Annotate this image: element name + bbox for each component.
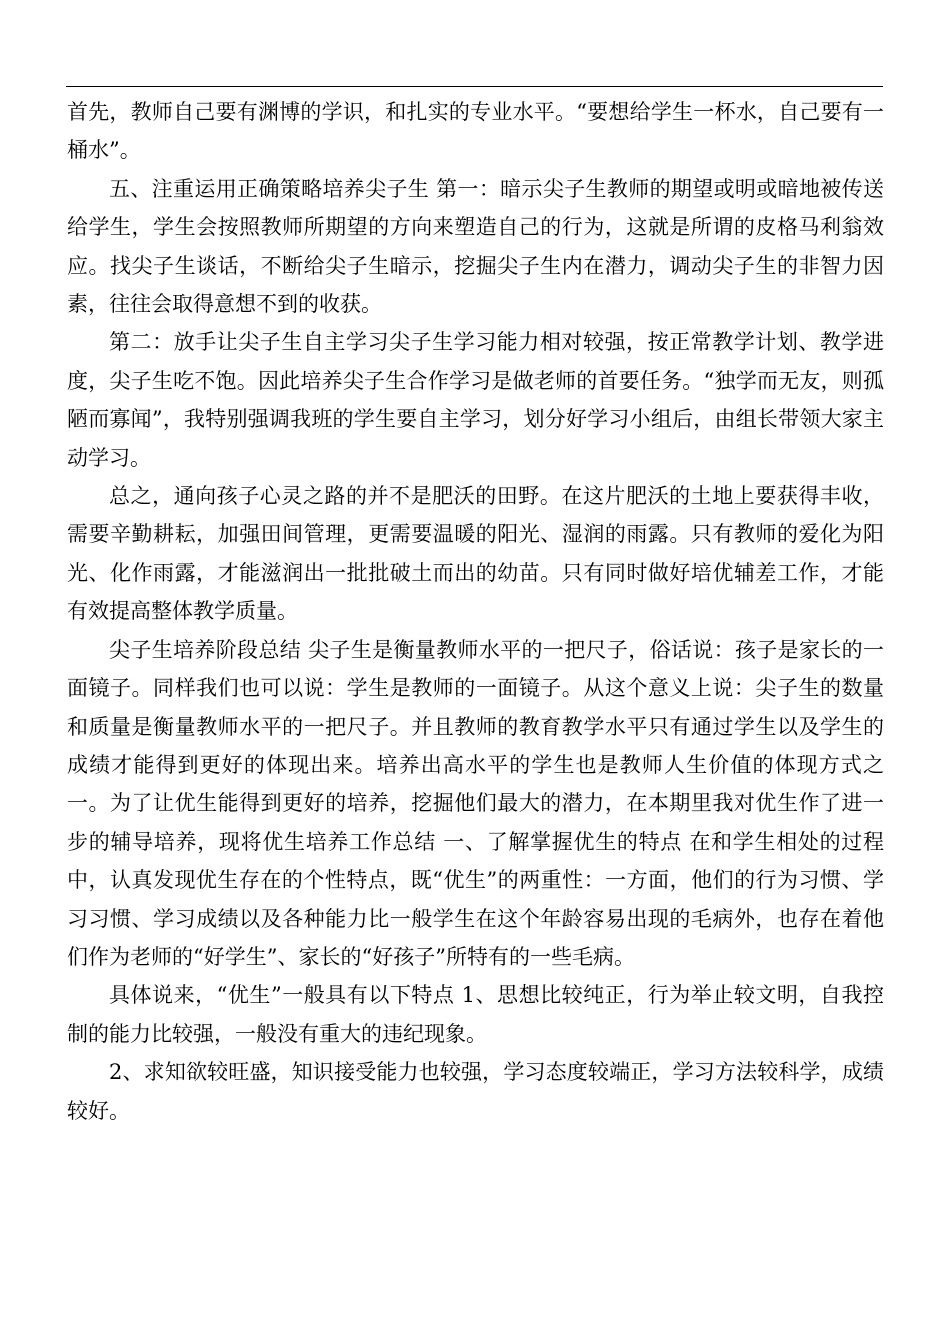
paragraph-6: 具体说来，“优生”一般具有以下特点 1、思想比较纯正，行为举止较文明，自我控制的能力比较强，一般没有重大的违纪现象。 xyxy=(67,983,884,1046)
paragraph-2: 五、注重运用正确策略培养尖子生 第一：暗示尖子生教师的期望或明或暗地被传送给学生，学生会按照教师所期望的方向来塑造自己的行为，这就是所谓的皮格马利翁效应。找尖子生谈话，不断给尖子生暗示，挖掘尖子生内在潜力，调动尖子生的非智力因素，往往会取得意想不到的收获。 xyxy=(67,176,884,317)
paragraph-1: 首先，教师自己要有渊博的学识，和扎实的专业水平。“要想给学生一杯水，自己要有一桶水”。 xyxy=(67,100,884,163)
header-rule xyxy=(66,86,883,87)
document-body xyxy=(67,93,884,1130)
paragraph-5: 尖子生培养阶段总结 尖子生是衡量教师水平的一把尺子，俗话说：孩子是家长的一面镜子。同样我们也可以说：学生是教师的一面镜子。从这个意义上说：尖子生的数量和质量是衡量教师水平的一把尺子。并且教师的教育教学水平只有通过学生以及学生的成绩才能得到更好的体现出来。培养出高水平的学生也是教师人生价值的体现方式之一。为了让优生能得到更好的培养，挖掘他们最大的潜力，在本期里我对优生作了进一步的辅导培养，现将优生培养工作总结 一、了解掌握优生的特点 在和学生相处的过程中，认真发现优生存在的个性特点，既“优生”的两重性：一方面，他们的行为习惯、学习习惯、学习成绩以及各种能力比一般学生在这个年龄容易出现的毛病外，也存在着他们作为老师的“好学生”、家长的“好孩子”所特有的一些毛病。 xyxy=(67,637,884,969)
paragraph-3: 第二：放手让尖子生自主学习尖子生学习能力相对较强，按正常教学计划、教学进度，尖子生吃不饱。因此培养尖子生合作学习是做老师的首要任务。“独学而无友，则孤陋而寡闻”，我特别强调我班的学生要自主学习，划分好学习小组后，由组长带领大家主动学习。 xyxy=(67,330,884,470)
paragraph-4: 总之，通向孩子心灵之路的并不是肥沃的田野。在这片肥沃的土地上要获得丰收，需要辛勤耕耘，加强田间管理，更需要温暖的阳光、湿润的雨露。只有教师的爱化为阳光、化作雨露，才能滋润出一批批破土而出的幼苗。只有同时做好培优辅差工作，才能有效提高整体教学质量。 xyxy=(67,484,884,624)
paragraph-7: 2、求知欲较旺盛，知识接受能力也较强，学习态度较端正，学习方法较科学，成绩较好。 xyxy=(67,1060,884,1123)
